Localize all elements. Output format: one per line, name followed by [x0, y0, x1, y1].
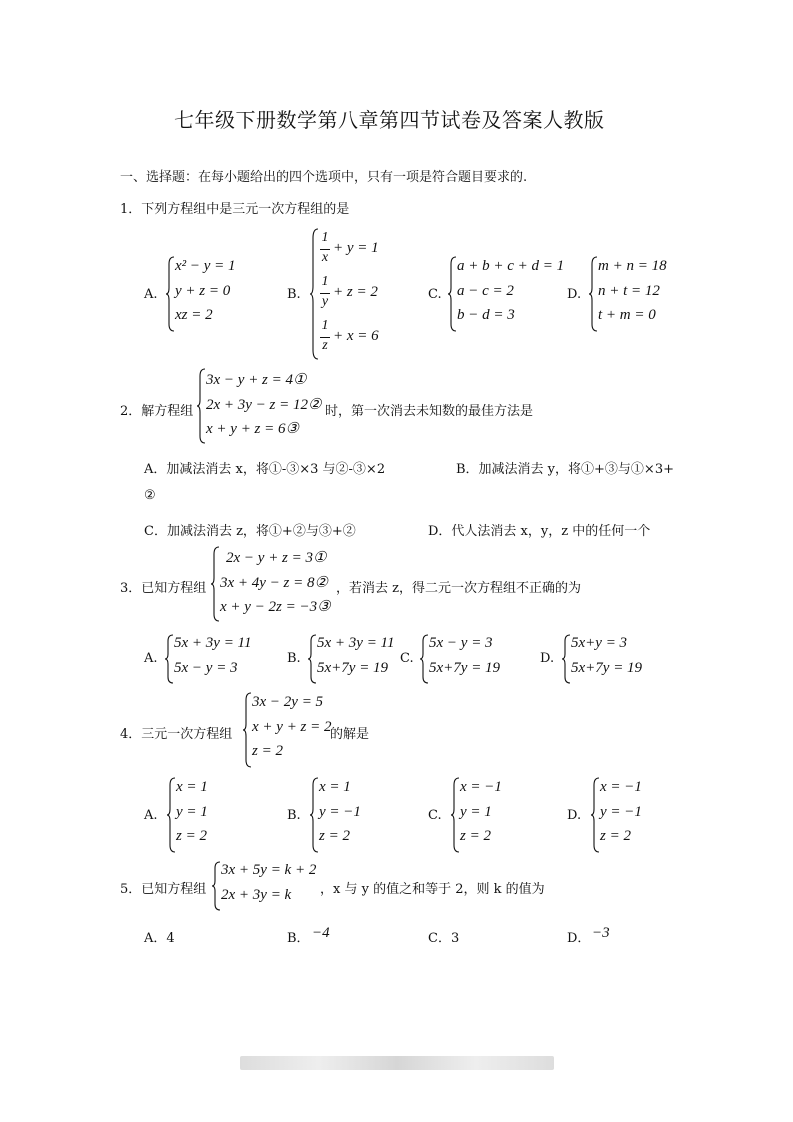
equation: 5x+7y = 19	[429, 660, 501, 676]
q1-option-b-label: B.	[287, 287, 301, 302]
blurred-footer-watermark	[240, 1056, 554, 1070]
brace-icon	[419, 634, 429, 684]
q2-option-b-continued: ②	[144, 488, 156, 503]
q4-stem-tail: 的解是	[330, 727, 370, 742]
q2-option-d: D．代人法消去 x，y，z 中的任何一个	[428, 524, 651, 539]
brace-icon	[211, 861, 221, 911]
equation: y = 1	[176, 804, 208, 820]
q5-system	[211, 861, 331, 911]
equation: m + n = 18	[598, 258, 667, 274]
brace-icon	[242, 692, 252, 768]
brace-icon	[210, 546, 220, 622]
q4-option-d-label: D.	[567, 808, 582, 823]
q3-option-b-label: B.	[287, 651, 301, 666]
equation: 5x − y = 3	[174, 660, 238, 676]
q2-stem-tail: 时，第一次消去未知数的最佳方法是	[325, 404, 534, 419]
equation: 5x + 3y = 11	[174, 635, 252, 651]
brace-icon	[196, 368, 206, 444]
brace-icon	[309, 228, 319, 360]
q3-option-d-system	[561, 634, 656, 684]
brace-icon	[447, 256, 457, 332]
q1-option-a-system	[165, 256, 255, 332]
equation: t + m = 0	[598, 307, 656, 323]
equation: a − c = 2	[457, 283, 514, 299]
brace-icon	[590, 777, 600, 853]
q4-option-c-system	[450, 777, 520, 853]
q2-option-a: A．加减法消去 x，将①-③×3 与②-③×2	[144, 462, 386, 477]
equation: + x = 6	[333, 328, 379, 344]
section-heading: 一、选择题：在每小题给出的四个选项中，只有一项是符合题目要求的.	[120, 170, 528, 185]
equation: x + y + z = 6③	[206, 421, 299, 437]
equation: 5x − y = 3	[429, 635, 493, 651]
q5-option-b-value: −4	[312, 925, 330, 941]
q3-option-a-label: A.	[144, 651, 158, 666]
q4-option-c-label: C.	[428, 808, 442, 823]
equation: x² − y = 1	[175, 258, 236, 274]
equation: y = −1	[600, 804, 642, 820]
q1-stem: 1．下列方程组中是三元一次方程组的是	[120, 202, 350, 217]
equation: + z = 2	[333, 284, 378, 300]
equation: n + t = 12	[598, 283, 660, 299]
q1-option-d-label: D.	[567, 287, 582, 302]
q1-option-b-system: 1 x + y = 1 1 y + z = 2 1 z + x = 6	[309, 228, 399, 360]
q5-stem-tail: ，x 与 y 的值之和等于 2，则 k 的值为	[320, 882, 545, 897]
equation: y + z = 0	[175, 283, 231, 299]
equation: 3x + 4y − z = 8②	[220, 575, 328, 591]
q5-option-b-label: B．	[287, 931, 310, 946]
brace-icon	[307, 634, 317, 684]
equation: 5x+7y = 19	[571, 660, 643, 676]
q1-option-c-label: C.	[428, 287, 442, 302]
q5-option-d-label: D．	[567, 931, 591, 946]
q2-number: 2．解方程组	[120, 404, 194, 419]
q5-option-a: A．4	[144, 931, 175, 946]
equation: 2x + 3y − z = 12②	[206, 397, 322, 413]
equation: z = 2	[460, 828, 491, 844]
equation: 3x + 5y = k + 2	[221, 862, 317, 878]
equation: x + y + z = 2	[252, 719, 332, 735]
equation: 5x + 3y = 11	[317, 635, 395, 651]
equation: x = 1	[319, 779, 351, 795]
equation: x = −1	[600, 779, 642, 795]
equation: 3x − y + z = 4①	[206, 372, 307, 388]
q3-option-a-system	[164, 634, 264, 684]
equation: 2x + 3y = k	[221, 887, 292, 903]
q1-option-c-system	[447, 256, 567, 332]
equation: x = −1	[460, 779, 502, 795]
page-title: 七年级下册数学第八章第四节试卷及答案人教版	[174, 108, 605, 132]
q4-option-a-system	[166, 777, 236, 853]
q5-option-d-value: −3	[592, 925, 610, 941]
q4-option-b-label: B.	[287, 808, 301, 823]
equation: x = 1	[176, 779, 208, 795]
brace-icon	[309, 777, 319, 853]
equation: b − d = 3	[457, 307, 515, 323]
equation: 2x − y + z = 3①	[226, 550, 327, 566]
q4-option-d-system	[590, 777, 660, 853]
equation: y = −1	[319, 804, 361, 820]
q4-option-b-system	[309, 777, 379, 853]
equation: z = 2	[600, 828, 631, 844]
q5-number: 5．已知方程组	[120, 882, 207, 897]
q4-system	[242, 692, 342, 768]
brace-icon	[588, 256, 598, 332]
equation: x + y − 2z = −3③	[220, 599, 331, 615]
equation: a + b + c + d = 1	[457, 258, 565, 274]
q2-system	[196, 368, 326, 444]
q4-number: 4．三元一次方程组	[120, 727, 233, 742]
equation: z = 2	[319, 828, 350, 844]
brace-icon	[164, 634, 174, 684]
equation: 3x − 2y = 5	[252, 694, 324, 710]
q2-option-b: B．加减法消去 y，将①+③与①×3+	[456, 462, 674, 477]
brace-icon	[166, 777, 176, 853]
q3-number: 3．已知方程组	[120, 581, 207, 596]
brace-icon	[165, 256, 175, 332]
q3-stem-tail: ，若消去 z，得二元一次方程组不正确的为	[336, 581, 581, 596]
equation: z = 2	[176, 828, 207, 844]
q3-system	[210, 546, 340, 622]
q3-option-b-system	[307, 634, 402, 684]
q3-option-c-label: C.	[400, 651, 414, 666]
q3-option-d-label: D.	[540, 651, 555, 666]
brace-icon	[561, 634, 571, 684]
equation: z = 2	[252, 743, 283, 759]
equation: y = 1	[460, 804, 492, 820]
brace-icon	[450, 777, 460, 853]
equation: 5x+7y = 19	[317, 660, 389, 676]
q1-option-d-system	[588, 256, 688, 332]
equation: + y = 1	[333, 240, 379, 256]
q1-option-a-label: A.	[144, 287, 158, 302]
q5-option-c: C．3	[428, 931, 460, 946]
q4-option-a-label: A.	[144, 808, 158, 823]
q3-option-c-system	[419, 634, 514, 684]
equation: xz = 2	[175, 307, 213, 323]
q2-option-c: C．加减法消去 z，将①+②与③+②	[144, 524, 356, 539]
equation: 5x+y = 3	[571, 635, 628, 651]
